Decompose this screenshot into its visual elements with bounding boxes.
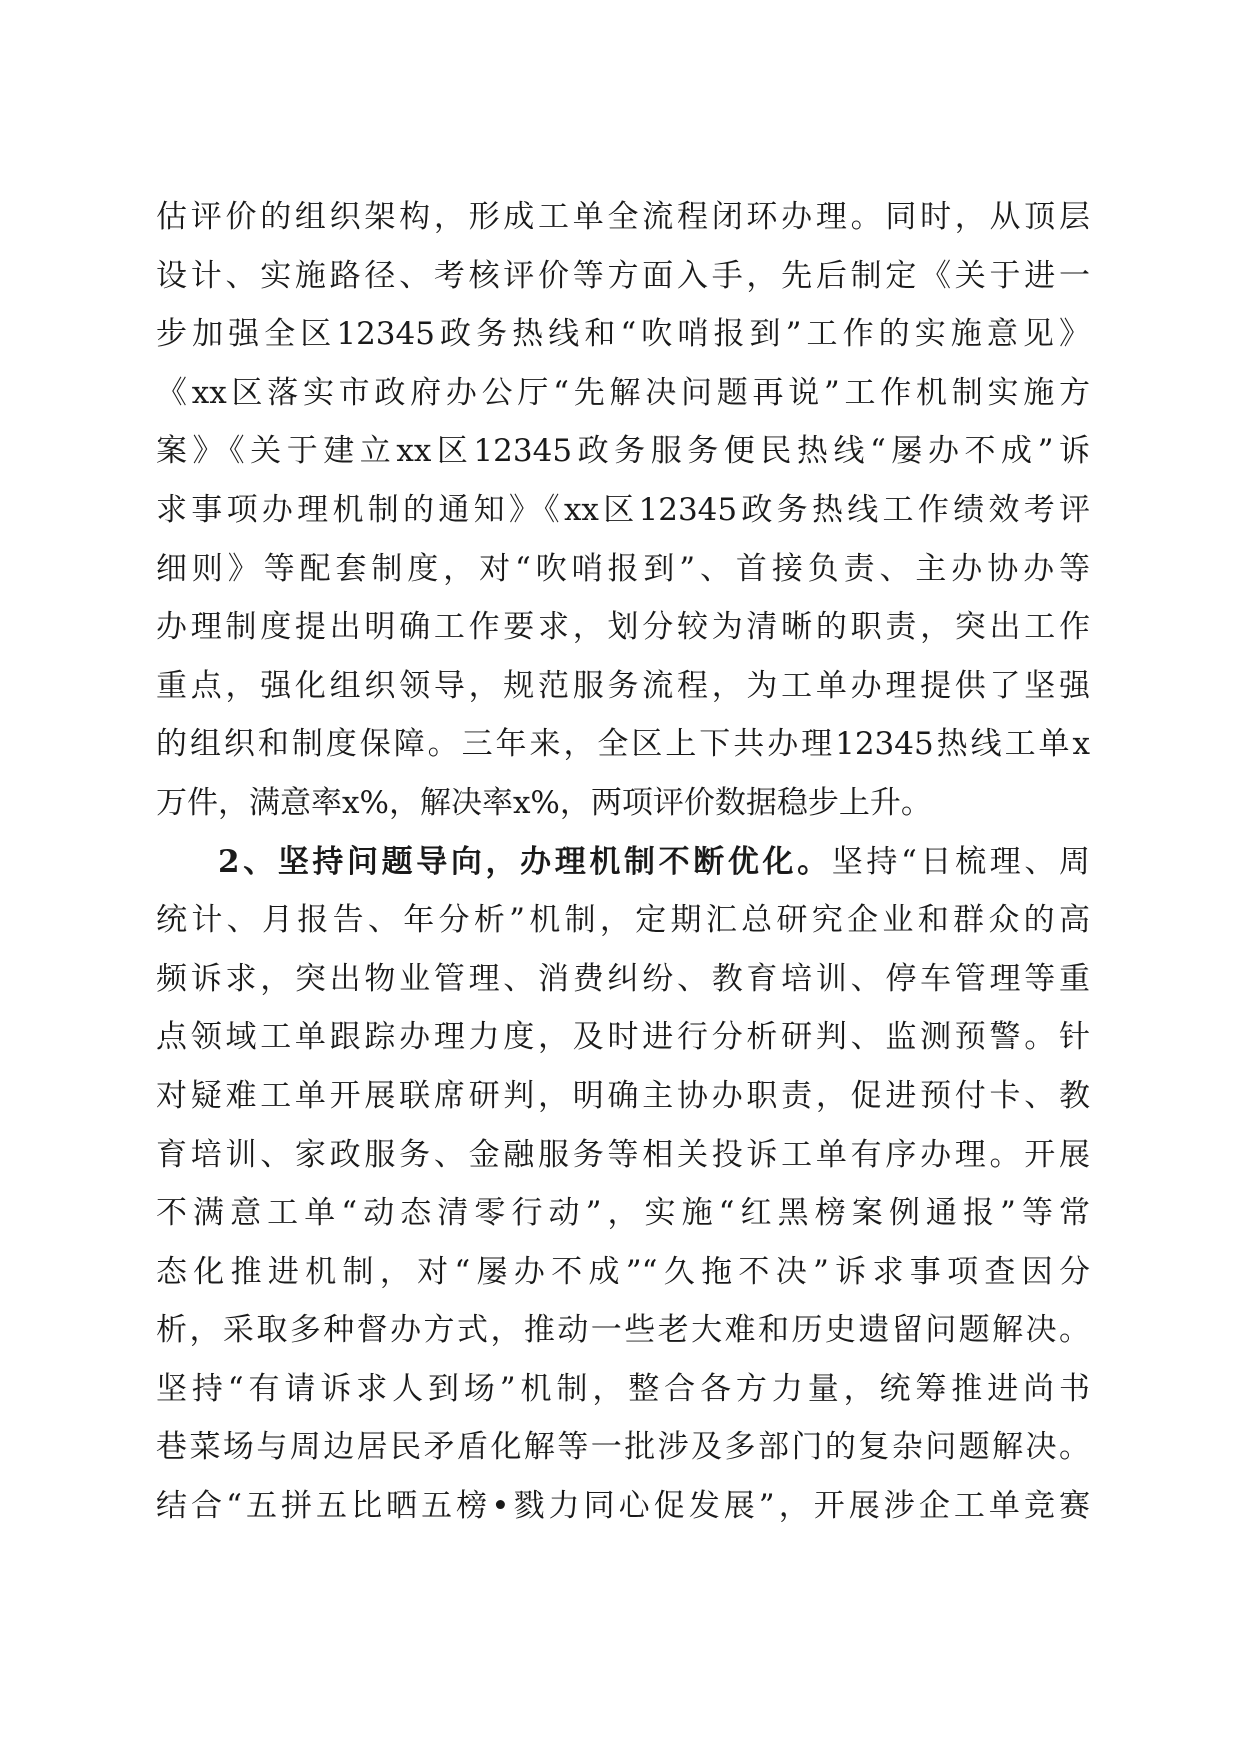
text-line: 态化推进机制，对“屡办不成”“久拖不决”诉求事项查因分 bbox=[156, 1253, 1090, 1290]
text-line: 不满意工单“动态清零行动”，实施“红黑榜案例通报”等常 bbox=[156, 1195, 1090, 1232]
text-line: 万件，满意率x%，解决率x%，两项评价数据稳步上升。 bbox=[156, 784, 932, 821]
text-line: 求事项办理机制的通知》《xx区12345政务热线工作绩效考评 bbox=[156, 491, 1090, 528]
paragraph-2 bbox=[156, 833, 1090, 1536]
text-line: 坚持“有请诉求人到场”机制，整合各方力量，统筹推进尚书 bbox=[156, 1370, 1090, 1407]
text-line: 估评价的组织架构，形成工单全流程闭环办理。同时，从顶层 bbox=[156, 199, 1090, 235]
text-line: 办理制度提出明确工作要求，划分较为清晰的职责，突出工作 bbox=[156, 609, 1090, 646]
paragraph-1 bbox=[156, 188, 1090, 833]
paragraph-2-first-line bbox=[156, 833, 1090, 892]
text-line: 重点，强化组织领导，规范服务流程，为工单办理提供了坚强 bbox=[156, 667, 1090, 704]
text-line: 统计、月报告、年分析”机制，定期汇总研究企业和群众的高 bbox=[156, 902, 1090, 939]
text-line: 案》《关于建立xx区12345政务服务便民热线“屡办不成”诉 bbox=[156, 433, 1090, 470]
text-line: 的组织和制度保障。三年来，全区上下共办理12345热线工单x bbox=[156, 726, 1090, 763]
text-line: 对疑难工单开展联席研判，明确主协办职责，促进预付卡、教 bbox=[156, 1077, 1090, 1114]
section-heading: 2、坚持问题导向，办理机制不断优化。 bbox=[218, 843, 832, 880]
text-line: 《xx区落实市政府办公厅“先解决问题再说”工作机制实施方 bbox=[156, 374, 1090, 411]
text-line: 巷菜场与周边居民矛盾化解等一批涉及多部门的复杂问题解决。 bbox=[156, 1429, 1090, 1466]
text-line: 点领域工单跟踪办理力度，及时进行分析研判、监测预警。针 bbox=[156, 1019, 1090, 1056]
text-line: 细则》等配套制度，对“吹哨报到”、首接负责、主办协办等 bbox=[156, 550, 1090, 587]
text-line: 结合“五拼五比晒五榜•戮力同心促发展”，开展涉企工单竞赛 bbox=[156, 1488, 1090, 1525]
text-line: 步加强全区12345政务热线和“吹哨报到”工作的实施意见》 bbox=[156, 316, 1090, 353]
text-line: 育培训、家政服务、金融服务等相关投诉工单有序办理。开展 bbox=[156, 1136, 1090, 1173]
body-text bbox=[156, 188, 1090, 1536]
text-run: 坚持“日梳理、周 bbox=[831, 843, 1090, 880]
text-line: 频诉求，突出物业管理、消费纠纷、教育培训、停车管理等重 bbox=[156, 960, 1090, 997]
text-line: 析，采取多种督办方式，推动一些老大难和历史遗留问题解决。 bbox=[156, 1312, 1090, 1349]
text-line: 设计、实施路径、考核评价等方面入手，先后制定《关于进一 bbox=[156, 257, 1090, 294]
